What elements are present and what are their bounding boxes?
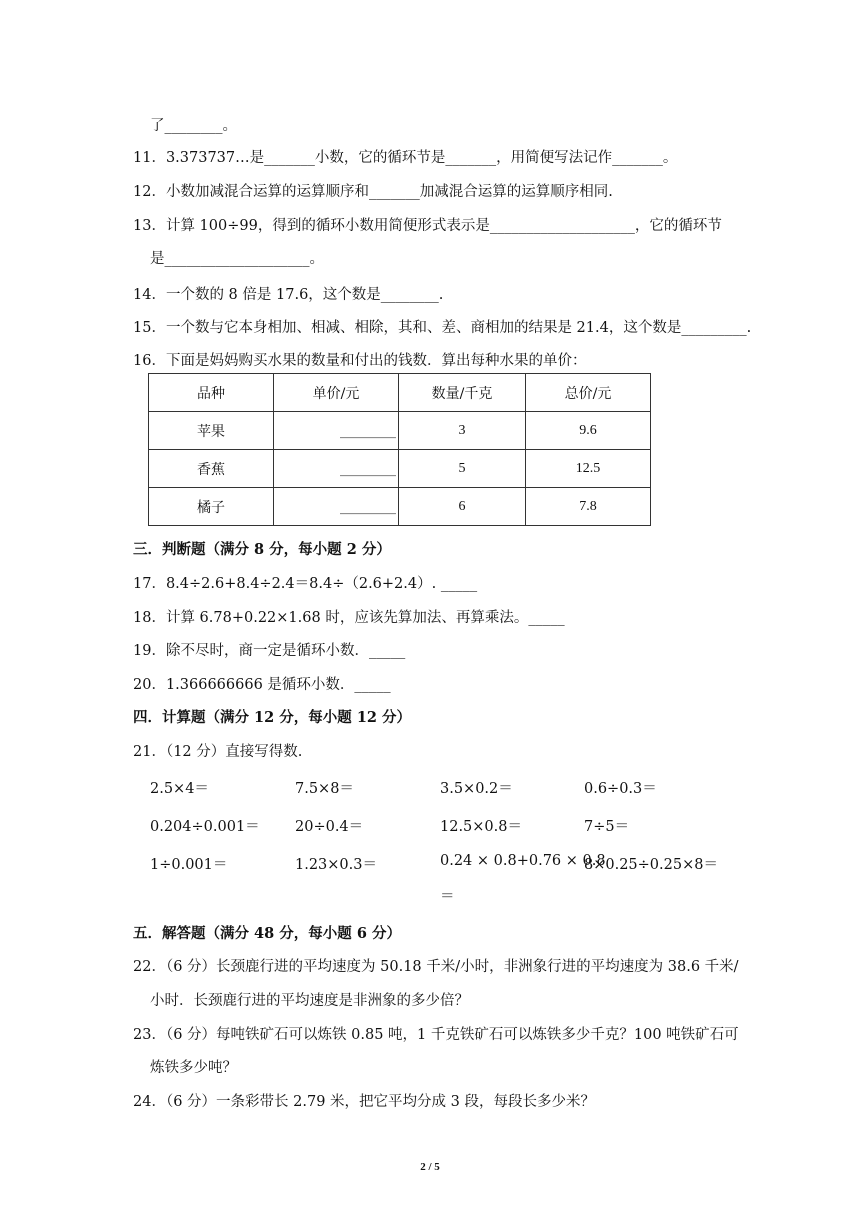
calc-item-continuation: ＝ [440, 889, 455, 905]
calc-item: 3.5×0.2＝ [440, 781, 513, 797]
question-22-continuation: 小时．长颈鹿行进的平均速度是非洲象的多少倍？ [150, 993, 469, 1009]
quantity: 6 [399, 488, 526, 526]
calc-item: 1÷0.001＝ [150, 857, 228, 873]
total-price: 9.6 [526, 412, 651, 450]
question-24: 24．（6 分）一条彩带长 2.79 米，把它平均分成 3 段，每段长多少米？ [133, 1094, 595, 1110]
question-21: 21．（12 分）直接写得数. [133, 744, 303, 760]
question-23-continuation: 炼铁多少吨？ [150, 1060, 237, 1076]
table-header: 数量/千克 [399, 374, 526, 412]
table-row [149, 450, 651, 488]
question-18: 18．计算 6.78+0.22×1.68 时，应该先算加法、再算乘法。_____ [133, 610, 565, 626]
calc-item: 1.23×0.3＝ [295, 857, 377, 873]
question-23: 23．（6 分）每吨铁矿石可以炼铁 0.85 吨，1 千克铁矿石可以炼铁多少千克？100 吨铁矿石可 [133, 1027, 739, 1043]
unit-price-blank: ________ [274, 450, 399, 488]
calc-item: 2.5×4＝ [150, 781, 209, 797]
unit-price-blank: ________ [274, 412, 399, 450]
calc-item: 12.5×0.8＝ [440, 819, 522, 835]
section-5-heading: 五．解答题（满分 48 分，每小题 6 分） [133, 925, 401, 942]
question-12: 12．小数加减混合运算的运算顺序和_______加减混合运算的运算顺序相同. [133, 184, 613, 200]
question-17: 17．8.4÷2.6+8.4÷2.4＝8.4÷（2.6+2.4）. _____ [133, 576, 478, 592]
table-header: 单价/元 [274, 374, 399, 412]
calc-item: 0.6÷0.3＝ [584, 781, 657, 797]
page-number: 2 / 5 [420, 1161, 440, 1173]
question-10-continuation: 了________。 [150, 118, 237, 134]
section-4-heading: 四．计算题（满分 12 分，每小题 12 分） [133, 709, 412, 726]
calc-item: 20÷0.4＝ [295, 819, 364, 835]
question-15: 15．一个数与它本身相加、相减、相除，其和、差、商相加的结果是 21.4，这个数是_________. [133, 320, 752, 336]
unit-price-blank: ________ [274, 488, 399, 526]
calc-item: 0.24 × 0.8+0.76 × 0.8 [440, 853, 606, 869]
question-19: 19．除不尽时，商一定是循环小数．_____ [133, 643, 406, 659]
fruit-name: 橘子 [149, 488, 274, 526]
table-row [149, 488, 651, 526]
total-price: 12.5 [526, 450, 651, 488]
question-11: 11．3.373737…是_______小数，它的循环节是_______，用简便写法记作_______。 [133, 150, 678, 166]
calc-item: 7.5×8＝ [295, 781, 354, 797]
table-row [149, 412, 651, 450]
question-13-continuation: 是____________________。 [150, 251, 324, 267]
table-header-row [149, 374, 651, 412]
section-3-heading: 三．判断题（满分 8 分，每小题 2 分） [133, 541, 391, 558]
fruit-price-table [148, 373, 651, 526]
question-16: 16．下面是妈妈购买水果的数量和付出的钱数．算出每种水果的单价： [133, 353, 587, 369]
total-price: 7.8 [526, 488, 651, 526]
question-13: 13．计算 100÷99，得到的循环小数用简便形式表示是____________________，它的循环节 [133, 218, 722, 234]
question-14: 14．一个数的 8 倍是 17.6，这个数是________. [133, 287, 444, 303]
table-header: 总价/元 [526, 374, 651, 412]
question-22: 22．（6 分）长颈鹿行进的平均速度为 50.18 千米/小时，非洲象行进的平均速度为 38.6 千米/ [133, 959, 739, 975]
fruit-name: 香蕉 [149, 450, 274, 488]
quantity: 5 [399, 450, 526, 488]
fruit-name: 苹果 [149, 412, 274, 450]
calc-item: 8×0.25÷0.25×8＝ [584, 857, 718, 873]
calc-item: 0.204÷0.001＝ [150, 819, 260, 835]
calc-item: 7÷5＝ [584, 819, 630, 835]
question-20: 20．1.366666666 是循环小数．_____ [133, 677, 391, 693]
table-header: 品种 [149, 374, 274, 412]
quantity: 3 [399, 412, 526, 450]
